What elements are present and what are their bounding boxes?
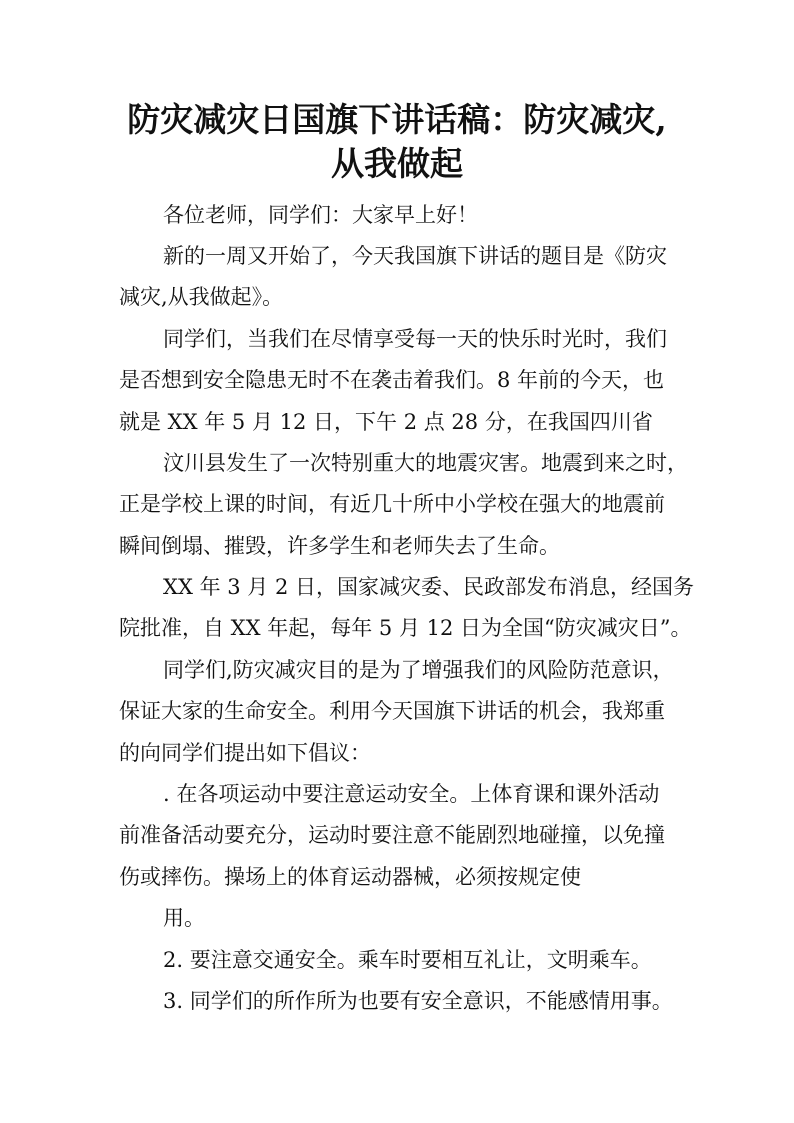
paragraph-line-18: 用。 xyxy=(163,906,205,930)
paragraph-line-8: 正是学校上课的时间，有近几十所中小学校在强大的地震前 xyxy=(119,492,665,516)
paragraph-line-12: 同学们,防灾减灾目的是为了增强我们的风险防范意识， xyxy=(163,658,674,682)
paragraph-line-15: . 在各项运动中要注意运动安全。上体育课和课外活动 xyxy=(163,782,660,806)
paragraph-line-3: 减灾,从我做起》。 xyxy=(119,285,284,309)
paragraph-line-16: 前准备活动要充分，运动时要注意不能剧烈地碰撞，以免撞 xyxy=(119,823,665,847)
paragraph-line-9: 瞬间倒塌、摧毁，许多学生和老师失去了生命。 xyxy=(119,534,560,558)
title-line-1: 防灾减灾日国旗下讲话稿：防灾减灾, xyxy=(127,100,667,139)
paragraph-line-20: 3. 同学们的所作所为也要有安全意识，不能感情用事。 xyxy=(163,989,673,1013)
paragraph-line-5: 是否想到安全隐患无时不在袭击着我们。8 年前的今天，也 xyxy=(119,368,665,392)
paragraph-line-17: 伤或摔伤。操场上的体育运动器械，必须按规定使 xyxy=(119,865,581,889)
paragraph-line-4: 同学们，当我们在尽情享受每一天的快乐时光时，我们 xyxy=(163,327,667,351)
paragraph-line-13: 保证大家的生命安全。利用今天国旗下讲话的机会，我郑重 xyxy=(119,699,665,723)
paragraph-line-6: 就是 XX 年 5 月 12 日，下午 2 点 28 分，在我国四川省 xyxy=(119,410,653,434)
paragraph-line-2: 新的一周又开始了，今天我国旗下讲话的题目是《防灾 xyxy=(163,244,667,268)
paragraph-line-1: 各位老师，同学们：大家早上好！ xyxy=(163,203,478,227)
paragraph-line-7: 汶川县发生了一次特别重大的地震灾害。地震到来之时， xyxy=(163,451,688,475)
title-line-2: 从我做起 xyxy=(331,144,463,183)
paragraph-line-10: XX 年 3 月 2 日，国家减灾委、民政部发布消息，经国务 xyxy=(163,575,694,599)
paragraph-line-14: 的向同学们提出如下倡议： xyxy=(119,741,371,765)
paragraph-line-19: 2. 要注意交通安全。乘车时要相互礼让，文明乘车。 xyxy=(163,948,652,972)
paragraph-line-11: 院批准，自 XX 年起，每年 5 月 12 日为全国“防灾减灾日”。 xyxy=(119,616,692,640)
